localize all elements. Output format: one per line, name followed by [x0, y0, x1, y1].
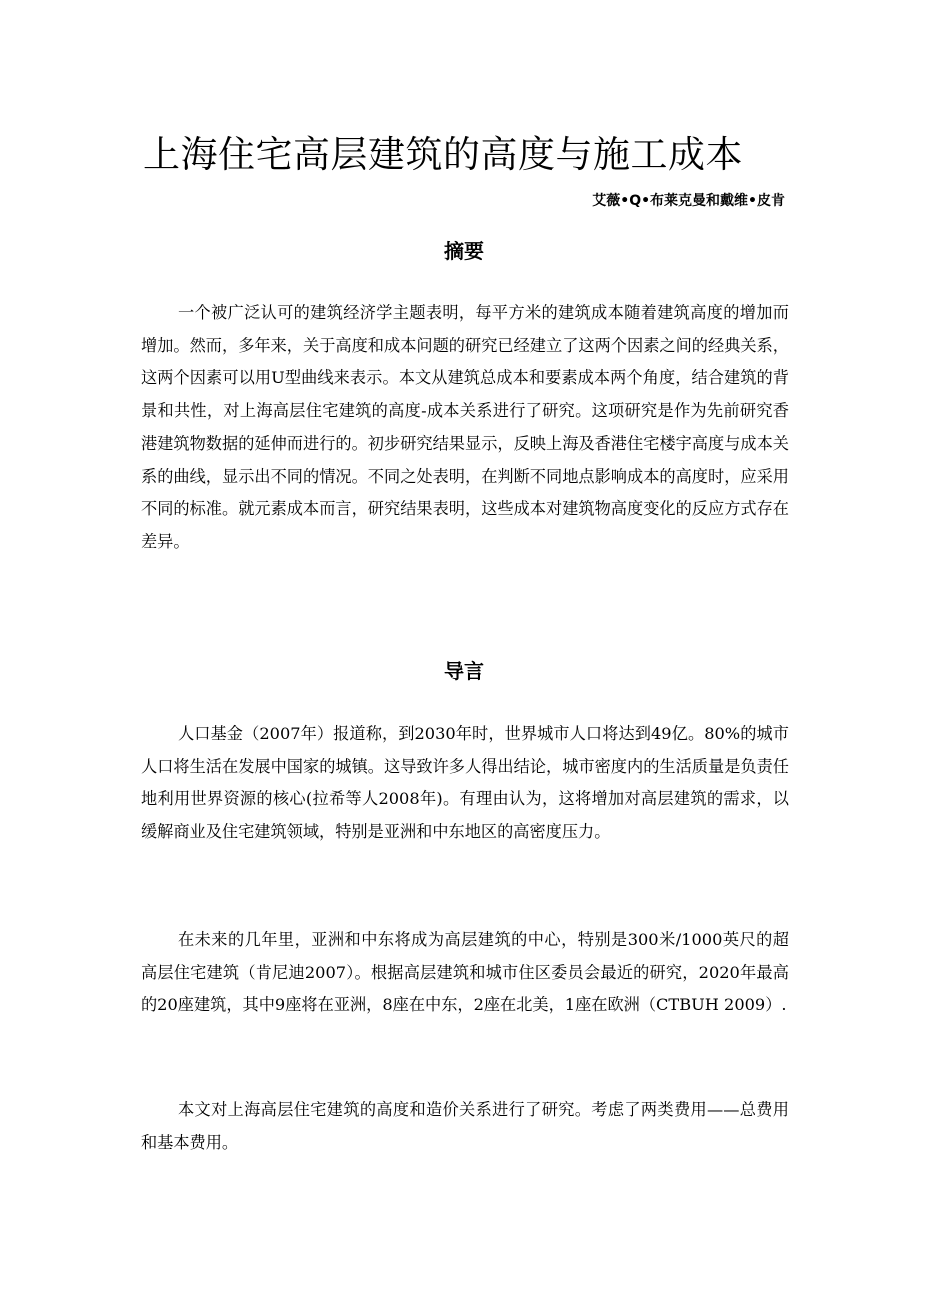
introduction-heading: 导言	[444, 659, 484, 683]
introduction-paragraph-3: 本文对上海高层住宅建筑的高度和造价关系进行了研究。考虑了两类费用——总费用和基本费用。	[141, 1100, 789, 1152]
author-line: 艾薇•Q•布莱克曼和戴维•皮肯	[592, 193, 785, 209]
abstract-paragraph: 一个被广泛认可的建筑经济学主题表明，每平方米的建筑成本随着建筑高度的增加而增加。然而，多年来，关于高度和成本问题的研究已经建立了这两个因素之间的经典关系，这两个因素可以用U型曲线来表示。本文从建筑总成本和要素成本两个角度，结合建筑的背景和共性，对上海高层住宅建筑的高度-成本关系进行了研究。这项研究是作为先前研究香港建筑物数据的延伸而进行的。初步研究结果显示，反映上海及香港住宅楼宇高度与成本关系的曲线，显示出不同的情况。不同之处表明，在判断不同地点影响成本的高度时，应采用不同的标准。就元素成本而言，研究结果表明，这些成本对建筑物高度变化的反应方式存在差异。	[141, 303, 789, 551]
introduction-paragraph-1: 人口基金（2007年）报道称，到2030年时，世界城市人口将达到49亿。80%的城市人口将生活在发展中国家的城镇。这导致许多人得出结论，城市密度内的生活质量是负责任地利用世界资源的核心(拉希等人2008年)。有理由认为，这将增加对高层建筑的需求，以缓解商业及住宅建筑领域，特别是亚洲和中东地区的高密度压力。	[141, 724, 789, 842]
paper-title: 上海住宅高层建筑的高度与施工成本	[143, 133, 743, 176]
introduction-paragraph-2: 在未来的几年里，亚洲和中东将成为高层建筑的中心，特别是300米/1000英尺的超高层住宅建筑（肯尼迪2007）。根据高层建筑和城市住区委员会最近的研究，2020年最高的20座建筑，其中9座将在亚洲，8座在中东，2座在北美，1座在欧洲（CTBUH 2009）.	[141, 930, 789, 1015]
abstract-heading: 摘要	[444, 239, 484, 263]
